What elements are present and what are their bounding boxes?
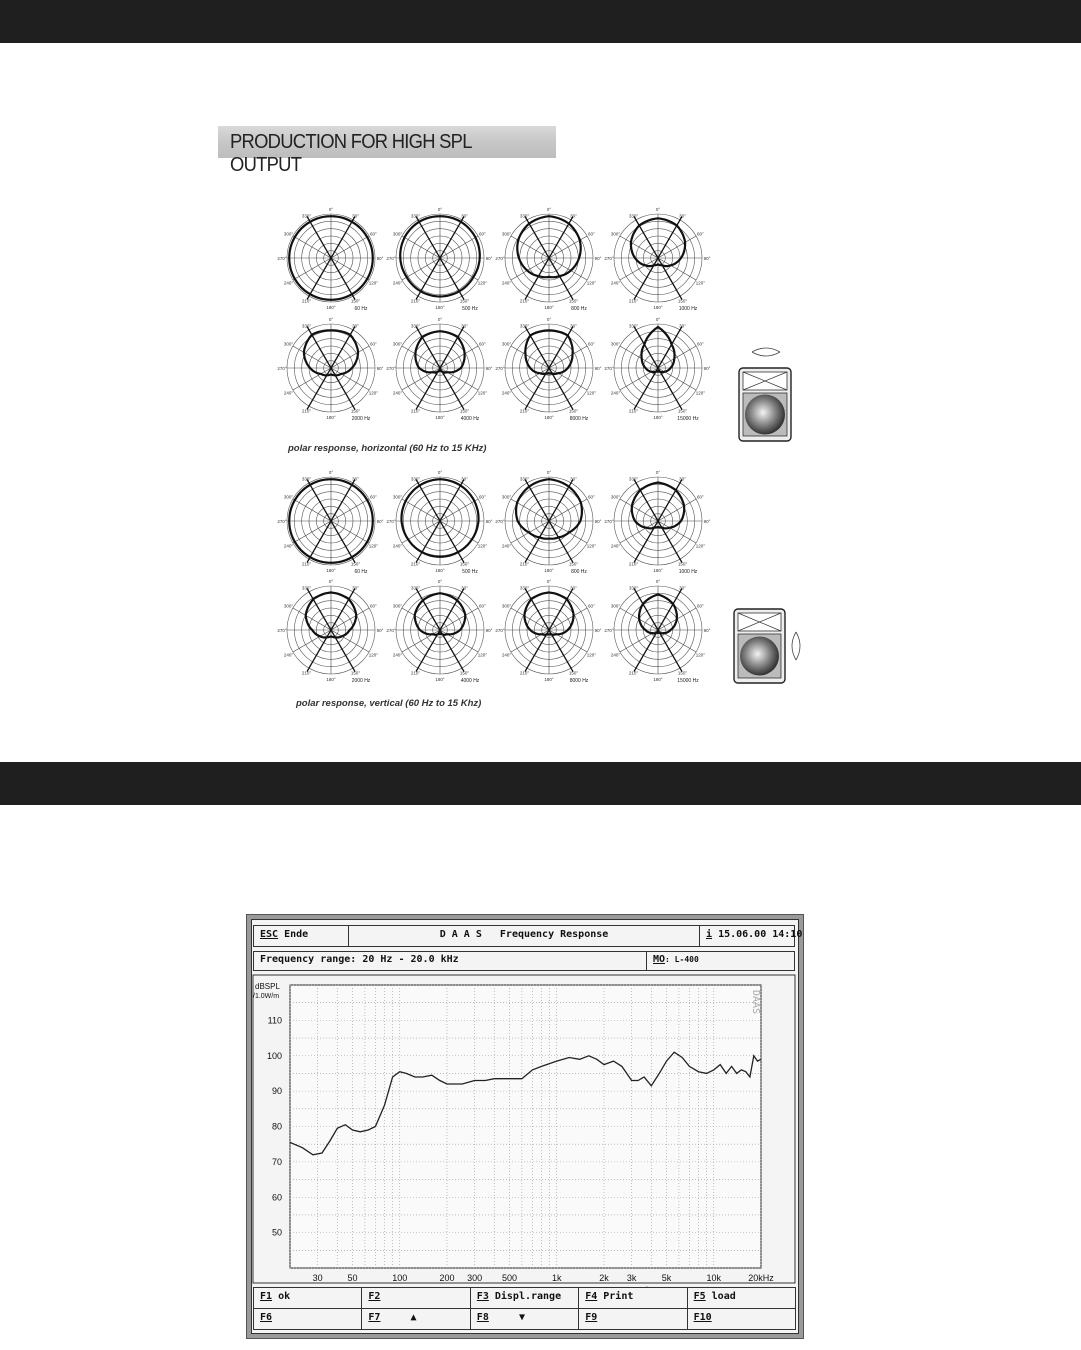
esc-label: Ende — [278, 929, 309, 940]
polar-angle-label: 270° — [277, 519, 287, 524]
polar-angle-label: 150° — [350, 561, 361, 567]
y-tick-label: 90 — [271, 1086, 282, 1097]
function-key-label: F8 — [476, 1312, 489, 1323]
y-tick-label: 100 — [266, 1050, 282, 1061]
polar-angle-label: 150° — [350, 408, 361, 414]
polar-angle-label: 30° — [461, 213, 468, 219]
polar-frequency-label: 800 Hz — [571, 306, 587, 312]
polar-plot-horizontal-7 — [604, 317, 710, 422]
polar-angle-label: 330° — [410, 213, 421, 219]
polar-angle-label: 300° — [501, 603, 512, 609]
function-key-f5[interactable] — [687, 1287, 796, 1309]
polar-angle-label: 210° — [410, 561, 421, 567]
polar-frequency-label: 2000 Hz — [351, 678, 371, 684]
polar-angle-label: 240° — [501, 543, 512, 549]
polar-angle-label: 0° — [437, 317, 443, 322]
polar-angle-label: 30° — [352, 213, 359, 219]
polar-angle-label: 120° — [586, 280, 597, 286]
polar-angle-label: 0° — [437, 470, 443, 475]
polar-frequency-label: 2000 Hz — [351, 416, 371, 422]
polar-angle-label: 120° — [368, 390, 379, 396]
function-key-action: load — [705, 1291, 736, 1302]
y-axis-unit-label: /1.0W/m — [253, 993, 280, 1000]
polar-angle-label: 330° — [628, 585, 639, 591]
polar-angle-label: 330° — [301, 585, 312, 591]
polar-angle-label: 240° — [283, 652, 294, 658]
polar-angle-label: 240° — [283, 543, 294, 549]
polar-angle-label: 150° — [568, 298, 579, 304]
function-key-action: Print — [597, 1291, 634, 1302]
polar-frequency-label: 800 Hz — [571, 569, 587, 575]
polar-angle-label: 90° — [703, 366, 711, 371]
polar-angle-label: 0° — [328, 207, 334, 212]
polar-frequency-label: 500 Hz — [462, 569, 478, 575]
polar-angle-label: 300° — [501, 341, 512, 347]
x-tick-label: 1k — [551, 1273, 562, 1283]
polar-angle-label: 60° — [479, 603, 486, 609]
polar-angle-label: 240° — [610, 280, 621, 286]
polar-angle-label: 180° — [435, 568, 445, 573]
polar-angle-label: 60° — [697, 341, 704, 347]
function-key-action: ok — [272, 1291, 291, 1302]
function-key-action: ▲ — [380, 1312, 417, 1323]
function-key-label: F9 — [585, 1312, 598, 1323]
polar-angle-label: 60° — [479, 494, 486, 500]
polar-angle-label: 120° — [477, 652, 488, 658]
polar-angle-label: 180° — [653, 568, 663, 573]
polar-angle-label: 90° — [376, 366, 384, 371]
y-tick-label: 80 — [271, 1121, 282, 1132]
polar-angle-label: 270° — [277, 628, 287, 633]
polar-angle-label: 300° — [610, 603, 621, 609]
polar-angle-label: 330° — [301, 323, 312, 329]
polar-angle-label: 120° — [586, 652, 597, 658]
polar-angle-label: 90° — [376, 628, 384, 633]
polar-angle-label: 270° — [386, 366, 396, 371]
polar-angle-label: 210° — [519, 561, 530, 567]
polar-angle-label: 60° — [370, 603, 377, 609]
x-tick-label: 100 — [392, 1273, 408, 1283]
polar-angle-label: 120° — [586, 543, 597, 549]
polar-plot-horizontal-5 — [386, 317, 492, 422]
polar-angle-label: 0° — [546, 317, 552, 322]
esc-key: ESC — [260, 929, 279, 940]
x-tick-label: 3k — [626, 1273, 637, 1283]
polar-plot-vertical-3 — [604, 470, 710, 575]
polar-angle-label: 240° — [392, 390, 403, 396]
polar-angle-label: 30° — [570, 323, 577, 329]
polar-angle-label: 150° — [677, 408, 688, 414]
polar-frequency-label: 60 Hz — [354, 569, 368, 575]
polar-angle-label: 120° — [695, 543, 706, 549]
polar-angle-label: 300° — [392, 603, 403, 609]
polar-angle-label: 210° — [628, 298, 639, 304]
x-tick-label: 2k — [599, 1273, 609, 1283]
polar-angle-label: 60° — [588, 603, 595, 609]
polar-angle-label: 180° — [435, 415, 445, 420]
polar-angle-label: 330° — [410, 585, 421, 591]
polar-frequency-label: 4000 Hz — [460, 678, 480, 684]
function-key-f8[interactable] — [470, 1308, 579, 1330]
vertical-caption: polar response, vertical (60 Hz to 15 Khz) — [296, 698, 482, 709]
polar-angle-label: 0° — [328, 579, 334, 584]
x-tick-label: 30 — [312, 1273, 323, 1283]
function-key-f2[interactable] — [361, 1287, 470, 1309]
function-key-label: F6 — [260, 1312, 273, 1323]
polar-angle-label: 60° — [697, 603, 704, 609]
polar-angle-label: 180° — [326, 415, 336, 420]
polar-angle-label: 240° — [283, 390, 294, 396]
polar-angle-label: 0° — [546, 470, 552, 475]
polar-angle-label: 150° — [459, 298, 470, 304]
polar-angle-label: 120° — [695, 280, 706, 286]
polar-angle-label: 330° — [519, 213, 530, 219]
polar-angle-label: 300° — [392, 494, 403, 500]
plot-area — [290, 985, 761, 1268]
polar-frequency-label: 1000 Hz — [678, 306, 698, 312]
function-key-label: F2 — [368, 1291, 381, 1302]
polar-plot-vertical-4 — [277, 579, 383, 684]
polar-frequency-label: 500 Hz — [462, 306, 478, 312]
x-tick-label: 10k — [706, 1273, 721, 1283]
polar-angle-label: 60° — [588, 494, 595, 500]
function-key-f1[interactable] — [253, 1287, 362, 1309]
polar-angle-label: 210° — [410, 408, 421, 414]
polar-angle-label: 120° — [586, 390, 597, 396]
x-tick-label: 300 — [467, 1273, 483, 1283]
x-tick-label: 5k — [661, 1273, 672, 1283]
polar-frequency-label: 15000 Hz — [677, 678, 699, 684]
polar-angle-label: 270° — [495, 628, 505, 633]
polar-angle-label: 30° — [352, 585, 359, 591]
polar-angle-label: 180° — [326, 568, 336, 573]
polar-angle-label: 150° — [677, 670, 688, 676]
polar-angle-label: 30° — [679, 323, 686, 329]
polar-plot-horizontal-0 — [277, 207, 383, 312]
frequency-response-plot — [247, 915, 803, 1338]
polar-angle-label: 270° — [386, 628, 396, 633]
y-tick-label: 50 — [271, 1227, 282, 1238]
polar-angle-label: 0° — [328, 470, 334, 475]
y-tick-label: 110 — [267, 1015, 282, 1026]
polar-angle-label: 0° — [437, 579, 443, 584]
polar-angle-label: 210° — [301, 561, 312, 567]
polar-angle-label: 270° — [386, 519, 396, 524]
polar-angle-label: 120° — [477, 543, 488, 549]
polar-angle-label: 30° — [352, 323, 359, 329]
polar-angle-label: 30° — [570, 585, 577, 591]
polar-angle-label: 270° — [277, 256, 287, 261]
x-tick-label: 500 — [501, 1273, 517, 1283]
polar-angle-label: 180° — [653, 305, 663, 310]
polar-angle-label: 0° — [655, 579, 661, 584]
polar-angle-label: 150° — [677, 298, 688, 304]
polar-angle-label: 210° — [519, 408, 530, 414]
polar-plot-horizontal-1 — [386, 207, 492, 312]
polar-angle-label: 300° — [392, 341, 403, 347]
polar-angle-label: 330° — [301, 476, 312, 482]
polar-angle-label: 210° — [410, 670, 421, 676]
polar-angle-label: 90° — [703, 519, 711, 524]
polar-angle-label: 210° — [301, 408, 312, 414]
rotation-arrow-icon — [752, 352, 780, 356]
polar-angle-label: 150° — [568, 561, 579, 567]
polar-angle-label: 330° — [410, 323, 421, 329]
polar-angle-label: 240° — [392, 652, 403, 658]
polar-angle-label: 270° — [495, 366, 505, 371]
polar-angle-label: 330° — [628, 476, 639, 482]
polar-angle-label: 180° — [326, 677, 336, 682]
polar-angle-label: 60° — [588, 341, 595, 347]
mo-key: MO — [653, 954, 666, 965]
polar-angle-label: 210° — [628, 670, 639, 676]
polar-angle-label: 300° — [610, 341, 621, 347]
polar-angle-label: 150° — [568, 408, 579, 414]
function-key-f10[interactable] — [687, 1308, 796, 1330]
cabinet-icon-vertical — [734, 609, 785, 683]
polar-angle-label: 270° — [604, 366, 614, 371]
polar-angle-label: 120° — [368, 543, 379, 549]
polar-angle-label: 330° — [519, 585, 530, 591]
function-key-action: Displ.range — [488, 1291, 562, 1302]
polar-angle-label: 90° — [594, 519, 602, 524]
polar-angle-label: 150° — [459, 408, 470, 414]
polar-angle-label: 60° — [479, 231, 486, 237]
polar-angle-label: 240° — [501, 280, 512, 286]
polar-angle-label: 240° — [610, 652, 621, 658]
polar-angle-label: 180° — [544, 677, 554, 682]
polar-angle-label: 240° — [610, 390, 621, 396]
function-key-f7[interactable] — [361, 1308, 470, 1330]
polar-angle-label: 210° — [628, 408, 639, 414]
polar-angle-label: 330° — [410, 476, 421, 482]
polar-angle-label: 300° — [501, 231, 512, 237]
polar-angle-label: 150° — [459, 670, 470, 676]
polar-plot-vertical-7 — [604, 579, 710, 684]
middle-banner-bar — [0, 762, 1081, 805]
function-key-label: F4 — [585, 1291, 598, 1302]
function-key-action: ▼ — [488, 1312, 525, 1323]
polar-angle-label: 60° — [479, 341, 486, 347]
polar-angle-label: 300° — [283, 494, 294, 500]
polar-frequency-label: 8000 Hz — [569, 678, 589, 684]
polar-angle-label: 60° — [588, 231, 595, 237]
polar-angle-label: 0° — [655, 317, 661, 322]
function-key-label: F10 — [693, 1312, 712, 1323]
polar-plot-vertical-2 — [495, 470, 601, 575]
polar-angle-label: 210° — [519, 298, 530, 304]
polar-frequency-label: 4000 Hz — [460, 416, 480, 422]
polar-plot-horizontal-6 — [495, 317, 601, 422]
polar-angle-label: 240° — [501, 652, 512, 658]
polar-plot-vertical-6 — [495, 579, 601, 684]
polar-angle-label: 30° — [679, 213, 686, 219]
polar-angle-label: 60° — [370, 494, 377, 500]
polar-angle-label: 30° — [352, 476, 359, 482]
polar-angle-label: 60° — [370, 341, 377, 347]
x-tick-label: 50 — [347, 1273, 358, 1283]
polar-plot-horizontal-3 — [604, 207, 710, 312]
polar-angle-label: 300° — [610, 494, 621, 500]
rotation-arrow-icon — [792, 632, 796, 660]
polar-angle-label: 150° — [568, 670, 579, 676]
x-tick-label: 20kHz — [748, 1273, 774, 1283]
polar-angle-label: 210° — [301, 298, 312, 304]
function-key-f3[interactable] — [470, 1287, 579, 1309]
polar-angle-label: 240° — [501, 390, 512, 396]
polar-angle-label: 30° — [461, 476, 468, 482]
polar-angle-label: 270° — [604, 628, 614, 633]
polar-angle-label: 180° — [544, 305, 554, 310]
polar-angle-label: 330° — [519, 323, 530, 329]
polar-angle-label: 120° — [695, 390, 706, 396]
polar-angle-label: 120° — [477, 390, 488, 396]
function-key-f6[interactable] — [253, 1308, 362, 1330]
polar-angle-label: 270° — [604, 519, 614, 524]
polar-angle-label: 0° — [546, 579, 552, 584]
polar-angle-label: 270° — [495, 256, 505, 261]
polar-angle-label: 90° — [594, 366, 602, 371]
polar-angle-label: 330° — [301, 213, 312, 219]
polar-angle-label: 300° — [392, 231, 403, 237]
polar-angle-label: 120° — [695, 652, 706, 658]
polar-frequency-label: 8000 Hz — [569, 416, 589, 422]
polar-angle-label: 150° — [459, 561, 470, 567]
polar-angle-label: 150° — [350, 670, 361, 676]
polar-plot-vertical-1 — [386, 470, 492, 575]
polar-angle-label: 180° — [653, 677, 663, 682]
polar-angle-label: 240° — [283, 280, 294, 286]
woofer-cone — [745, 395, 785, 435]
polar-angle-label: 30° — [570, 476, 577, 482]
polar-angle-label: 240° — [392, 543, 403, 549]
polar-angle-label: 90° — [376, 256, 384, 261]
polar-angle-label: 150° — [677, 561, 688, 567]
polar-angle-label: 210° — [519, 670, 530, 676]
polar-angle-label: 0° — [655, 207, 661, 212]
y-tick-label: 70 — [271, 1156, 282, 1167]
function-key-label: F5 — [693, 1291, 706, 1302]
polar-angle-label: 90° — [485, 628, 493, 633]
polar-angle-label: 90° — [485, 256, 493, 261]
function-key-label: F3 — [476, 1291, 489, 1302]
frequency-range-box: Frequency range: 20 Hz - 20.0 kHz — [253, 951, 647, 971]
polar-angle-label: 240° — [610, 543, 621, 549]
function-key-label: F7 — [368, 1312, 381, 1323]
polar-angle-label: 180° — [326, 305, 336, 310]
polar-plot-horizontal-4 — [277, 317, 383, 422]
polar-angle-label: 90° — [376, 519, 384, 524]
polar-angle-label: 240° — [392, 280, 403, 286]
date-time: 15.06.00 14:10 — [718, 929, 803, 940]
rotation-arrow-icon — [796, 632, 800, 660]
polar-angle-label: 90° — [485, 519, 493, 524]
polar-angle-label: 0° — [546, 207, 552, 212]
polar-angle-label: 300° — [283, 341, 294, 347]
polar-plot-vertical-5 — [386, 579, 492, 684]
x-tick-label: 200 — [439, 1273, 455, 1283]
polar-angle-label: 30° — [570, 213, 577, 219]
polar-angle-label: 330° — [628, 213, 639, 219]
polar-angle-label: 120° — [477, 280, 488, 286]
polar-angle-label: 210° — [628, 561, 639, 567]
woofer-cone — [740, 637, 779, 676]
function-key-label: F1 — [260, 1291, 273, 1302]
polar-angle-label: 90° — [485, 366, 493, 371]
polar-angle-label: 90° — [594, 628, 602, 633]
rotation-arrow-icon — [752, 348, 780, 352]
polar-angle-label: 210° — [301, 670, 312, 676]
polar-angle-label: 30° — [461, 585, 468, 591]
polar-angle-label: 60° — [370, 231, 377, 237]
polar-angle-label: 120° — [368, 280, 379, 286]
polar-angle-label: 210° — [410, 298, 421, 304]
polar-frequency-label: 60 Hz — [354, 306, 368, 312]
polar-angle-label: 180° — [435, 677, 445, 682]
polar-angle-label: 330° — [519, 476, 530, 482]
polar-angle-label: 300° — [610, 231, 621, 237]
polar-angle-label: 0° — [437, 207, 443, 212]
polar-angle-label: 150° — [350, 298, 361, 304]
cabinet-icon-horizontal — [739, 368, 791, 441]
polar-angle-label: 300° — [501, 494, 512, 500]
section-heading-text: PRODUCTION FOR HIGH SPL OUTPUT — [230, 131, 472, 176]
polar-angle-label: 30° — [679, 476, 686, 482]
polar-angle-label: 60° — [697, 231, 704, 237]
polar-frequency-label: 1000 Hz — [678, 569, 698, 575]
polar-angle-label: 60° — [697, 494, 704, 500]
polar-angle-label: 30° — [461, 323, 468, 329]
polar-angle-label: 30° — [679, 585, 686, 591]
daas-screen — [246, 914, 804, 1339]
function-key-f4[interactable] — [578, 1287, 687, 1309]
polar-angle-label: 300° — [283, 231, 294, 237]
daas-title: D A A S Frequency Response — [348, 925, 700, 947]
polar-angle-label: 330° — [628, 323, 639, 329]
polar-frequency-label: 15000 Hz — [677, 416, 699, 422]
polar-angle-label: 180° — [435, 305, 445, 310]
y-axis-label: dBSPL — [255, 982, 280, 991]
polar-angle-label: 90° — [703, 256, 711, 261]
polar-angle-label: 270° — [604, 256, 614, 261]
polar-angle-label: 90° — [594, 256, 602, 261]
y-tick-label: 60 — [271, 1192, 282, 1203]
model-value: : L-400 — [665, 955, 699, 964]
polar-angle-label: 120° — [368, 652, 379, 658]
horizontal-caption: polar response, horizontal (60 Hz to 15 KHz) — [288, 443, 487, 454]
polar-angle-label: 180° — [653, 415, 663, 420]
polar-angle-label: 180° — [544, 568, 554, 573]
polar-angle-label: 270° — [277, 366, 287, 371]
polar-angle-label: 300° — [283, 603, 294, 609]
polar-angle-label: 180° — [544, 415, 554, 420]
polar-angle-label: 270° — [495, 519, 505, 524]
polar-angle-label: 90° — [703, 628, 711, 633]
polar-angle-label: 270° — [386, 256, 396, 261]
daas-watermark: DAAS — [750, 990, 761, 1015]
polar-angle-label: 0° — [655, 470, 661, 475]
polar-angle-label: 0° — [328, 317, 334, 322]
info-icon: i — [706, 929, 713, 940]
function-key-f9[interactable] — [578, 1308, 687, 1330]
polar-plot-vertical-0 — [277, 470, 383, 575]
polar-plot-horizontal-2 — [495, 207, 601, 312]
